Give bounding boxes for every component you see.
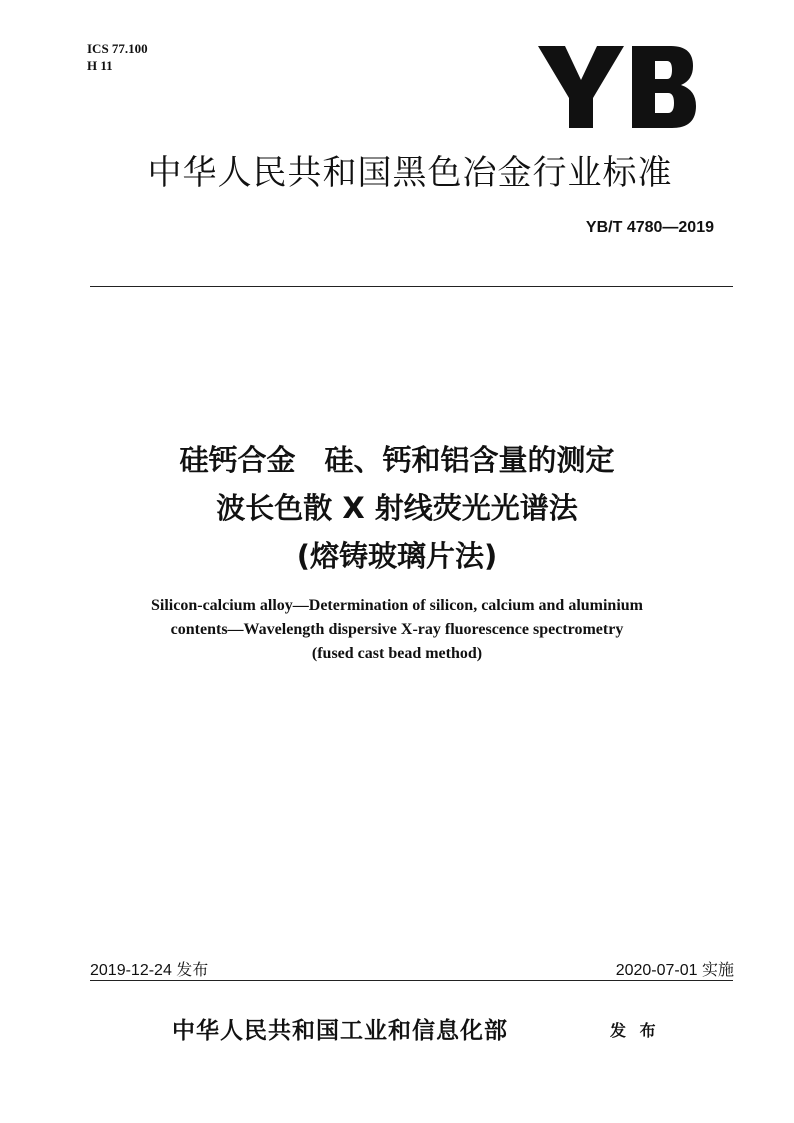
english-title [0, 594, 794, 666]
english-title-line-3: (fused cast bead method) [311, 645, 483, 662]
chinese-title-line-1: 硅钙合金 硅、钙和铝含量的测定 [179, 443, 615, 477]
ics-code: ICS 77.100 [87, 41, 148, 56]
chinese-title [0, 436, 794, 580]
yb-logo [538, 44, 698, 130]
issue-date: 2019-12-24 发布 [90, 962, 209, 979]
english-title-line-1: Silicon-calcium alloy—Determination of silicon, calcium and aluminium [151, 597, 643, 614]
ccs-code: H 11 [87, 58, 113, 73]
publisher-name: 中华人民共和国工业和信息化部 [172, 1017, 508, 1044]
standard-number: YB/T 4780—2019 [585, 219, 714, 236]
chinese-title-line-2: 波长色散 X 射线荧光光谱法 [216, 491, 578, 525]
publish-label: 发 布 [610, 1021, 660, 1040]
english-title-line-2: contents—Wavelength dispersive X-ray fluorescence spectrometry [170, 621, 624, 638]
top-divider [90, 286, 733, 287]
chinese-title-line-3: (熔铸玻璃片法) [296, 539, 498, 573]
standard-category-title: 中华人民共和国黑色冶金行业标准 [147, 153, 673, 193]
bottom-divider [90, 980, 733, 981]
implementation-date: 2020-07-01 实施 [615, 962, 734, 979]
classification-codes [87, 40, 148, 74]
